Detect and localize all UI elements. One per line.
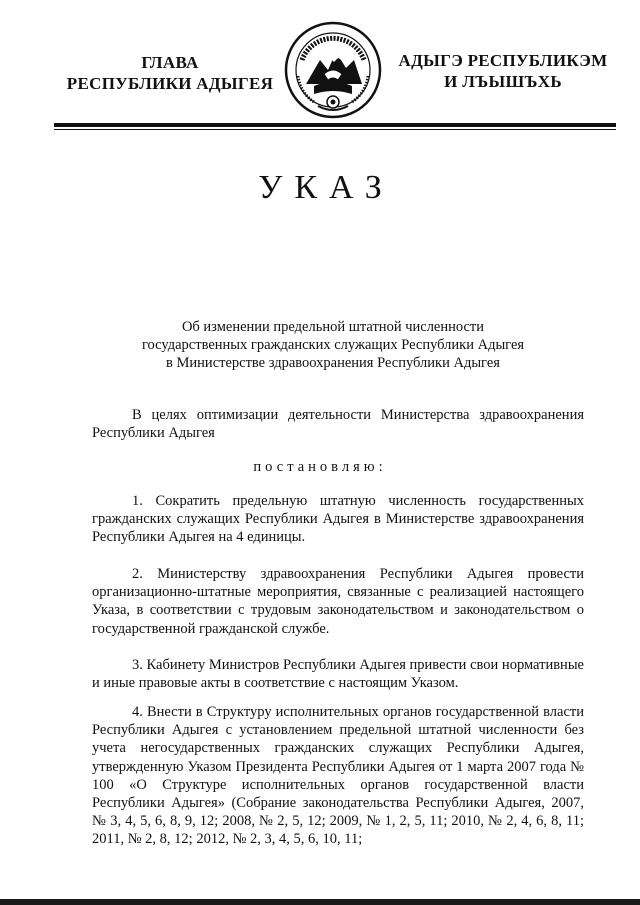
decree-word: постановляю: xyxy=(253,459,387,475)
header-rule-thick xyxy=(54,123,616,127)
paragraph-4 xyxy=(92,703,584,849)
document-title xyxy=(100,318,566,372)
preamble-text: В целях оптимизации деятельности Министерства здравоохранения Республики Адыгея xyxy=(92,407,584,442)
header-left-line2: РЕСПУБЛИКИ АДЫГЕЯ xyxy=(66,74,274,93)
scan-bottom-edge xyxy=(0,899,640,905)
header-right-line1: АДЫГЭ РЕСПУБЛИКЭМ xyxy=(398,51,608,70)
paragraph-3 xyxy=(92,656,584,692)
header-right-line2: И ЛЪЫШЪХЬ xyxy=(444,72,562,91)
title-line: государственных гражданских служащих Республики Адыгея xyxy=(141,337,525,353)
paragraph-2 xyxy=(92,565,584,638)
title-line: в Министерстве здравоохранения Республики Адыгея xyxy=(166,355,500,371)
paragraph-text: 3. Кабинету Министров Республики Адыгея привести свои нормативные и иные правовые акты в соответствие с настоящим Указом. xyxy=(92,657,584,692)
header-rule-thin xyxy=(54,129,616,130)
preamble xyxy=(92,406,584,442)
header-left-line1: ГЛАВА xyxy=(141,53,199,72)
paragraph-1 xyxy=(92,492,584,547)
title-line: Об изменении предельной штатной численности xyxy=(181,319,485,335)
coat-of-arms-icon xyxy=(284,20,382,120)
paragraph-text: 4. Внести в Структуру исполнительных органов государственной власти Республики Адыгея с установлением предельной штатной численности без учета негосударственных гражданских служащих Республики Адыгея, утвержденную Указом Президента Республики Адыгея от 1 марта 2007 года № 100 «О Структуре исполнительных органов государственной власти Республики Адыгея» (Собрание законодательства Республики Адыгея, 2007, № 3, 4, 5, 6, 8, 9, 12; 2008, № 2, 5, 12; 2009, № 1, 2, 5, 11; 2010, № 2, 4, 6, 8, 11; 2011, № 2, 8, 12; 2012, № 2, 3, 4, 5, 6, 10, 11; xyxy=(92,704,584,848)
document-type-heading: УКАЗ xyxy=(258,169,394,206)
paragraph-text: 1. Сократить предельную штатную численность государственных гражданских служащих Республики Адыгея в Министерстве здравоохранения Республики Адыгея на 4 единицы. xyxy=(92,493,584,546)
paragraph-text: 2. Министерству здравоохранения Республики Адыгея провести организационно-штатные мероприятия, связанные с реализацией настоящего Указа, в соответствии с трудовым законодательством и законодательством о государственной гражданской службе. xyxy=(92,566,584,637)
header-right xyxy=(392,50,614,92)
header-left xyxy=(50,52,290,94)
